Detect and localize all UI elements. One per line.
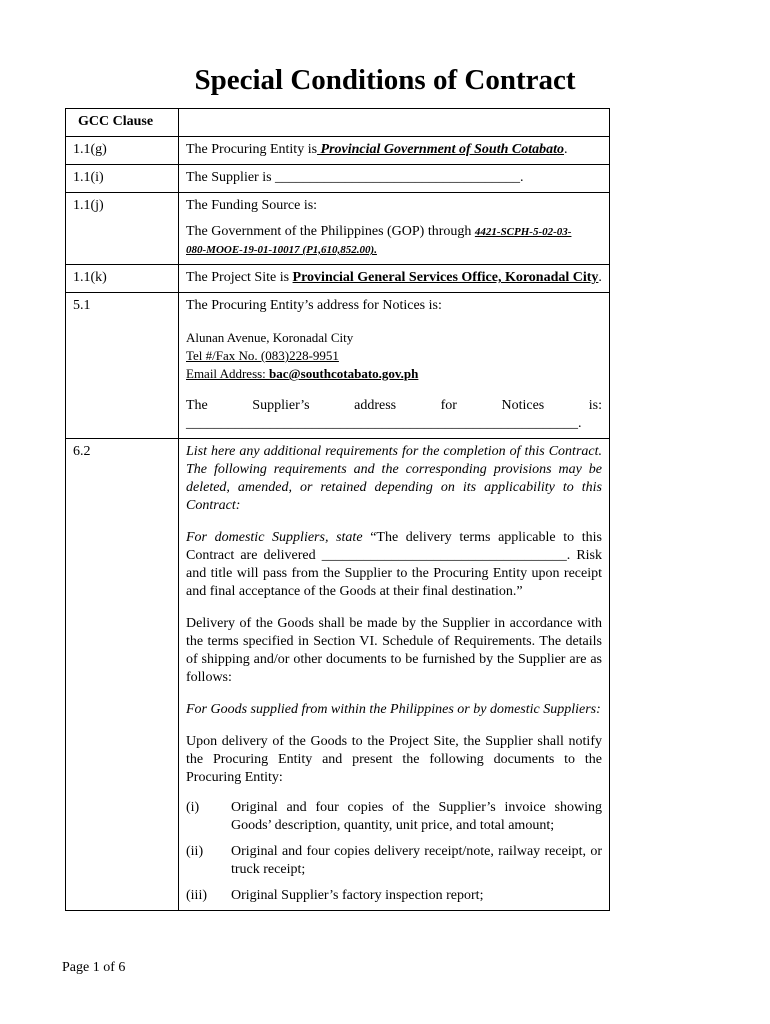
gcc-clause-header: GCC Clause bbox=[66, 109, 179, 137]
table-row bbox=[66, 293, 610, 439]
clause-text: The Procuring Entity is Provincial Government of South Cotabato. bbox=[179, 137, 610, 165]
table-row bbox=[66, 265, 610, 293]
clause-text: The Funding Source is: The Government of the Philippines (GOP) through 4421-SCPH-5-02-03- 080-MOOE-19-01-10017 (P1,610,852.00). bbox=[179, 193, 610, 265]
clause-number: 1.1(i) bbox=[66, 165, 179, 193]
clause-number: 6.2 bbox=[66, 439, 179, 911]
header-empty-cell bbox=[179, 109, 610, 137]
supplier-address-line: The Supplier’s address for Notices is: bbox=[186, 398, 602, 413]
clause-text: List here any additional requirements for the completion of this Contract. The following requirements and the corresponding provisions may be deleted, amended, or retained depending on its applicability to this Contract: For domestic Suppliers, state “The delivery terms applicable to this Contract are delivered ___________________________________. Risk and title will pass from the Supplier to the Procuring Entity upon receipt and final acceptance of the Goods at their final destination.” Delivery of the Goods shall be made by the Supplier in accordance with the terms specified in Section VI. Schedule of Requirements. The details of shipping and/or other documents to be furnished by the Supplier are as follows: For Goods supplied from within the Philippines or by domestic Suppliers: Upon delivery of the Goods to the Project Site, the Supplier shall notify the Procuring Entity and present the following documents to the Procuring Entity: (i) Original and four copies of the Supplier’s invoice showing Goods’ description, quantity, unit price, and total amount; (ii) Original and four copies delivery receipt/note, railway receipt, or truck receipt; (iii) Original Supplier’s factory inspection report; bbox=[179, 439, 610, 911]
domestic-goods-heading: For Goods supplied from within the Philippines or by domestic Suppliers: bbox=[186, 702, 601, 717]
documents-paragraph: Upon delivery of the Goods to the Project Site, the Supplier shall notify the Procuring Entity and present the following documents to the Procuring Entity: bbox=[186, 734, 602, 785]
delivery-paragraph: Delivery of the Goods shall be made by the Supplier in accordance with the terms specified in Section VI. Schedule of Requirements. The details of shipping and/or other documents to be furnished by the Supplier are as follows: bbox=[186, 616, 602, 685]
procuring-entity-name: Provincial Government of South Cotabato bbox=[317, 142, 565, 157]
table-row bbox=[66, 165, 610, 193]
instruction-paragraph: List here any additional requirements for the completion of this Contract. The following requirements and the corresponding provisions may be deleted, amended, or retained depending on its applicability to this Contract: bbox=[186, 444, 602, 513]
table-row bbox=[66, 193, 610, 265]
clause-number: 1.1(g) bbox=[66, 137, 179, 165]
email-address: bac@southcotabato.gov.ph bbox=[269, 366, 419, 381]
list-item: (iii) Original Supplier’s factory inspection report; bbox=[186, 888, 484, 903]
table-header-row bbox=[66, 109, 610, 137]
list-item: (i) Original and four copies of the Supplier’s invoice showing Goods’ description, quantity, unit price, and total amount; bbox=[186, 800, 602, 833]
funding-code-cont: 080-MOOE-19-01-10017 (P1,610,852.00). bbox=[186, 244, 377, 256]
clause-text: The Supplier is ___________________________________. bbox=[179, 165, 610, 193]
page-number: Page 1 of 6 bbox=[62, 960, 126, 975]
clause-number: 5.1 bbox=[66, 293, 179, 439]
clause-number: 1.1(k) bbox=[66, 265, 179, 293]
table-row bbox=[66, 137, 610, 165]
page-title: Special Conditions of Contract bbox=[194, 64, 576, 96]
tel-fax-line: Tel #/Fax No. (083)228-9951 bbox=[186, 348, 339, 363]
project-site: Provincial General Services Office, Koronadal City bbox=[292, 270, 599, 285]
funding-code: 4421-SCPH-5-02-03- bbox=[474, 226, 572, 238]
list-item: (ii) Original and four copies delivery receipt/note, railway receipt, or truck receipt; bbox=[186, 844, 602, 877]
clause-text: The Project Site is Provincial General Services Office, Koronadal City. bbox=[179, 265, 610, 293]
gcc-table bbox=[65, 108, 610, 911]
clause-number: 1.1(j) bbox=[66, 193, 179, 265]
clause-text: The Procuring Entity’s address for Notices is: Alunan Avenue, Koronadal City Tel #/Fax No. (083)228-9951 Email Address: bac@southcotabato.gov.ph The Supplier’s address for Notices is: ________________________________________________________. bbox=[179, 293, 610, 439]
table-row bbox=[66, 439, 610, 911]
address-line: Alunan Avenue, Koronadal City bbox=[186, 330, 354, 345]
